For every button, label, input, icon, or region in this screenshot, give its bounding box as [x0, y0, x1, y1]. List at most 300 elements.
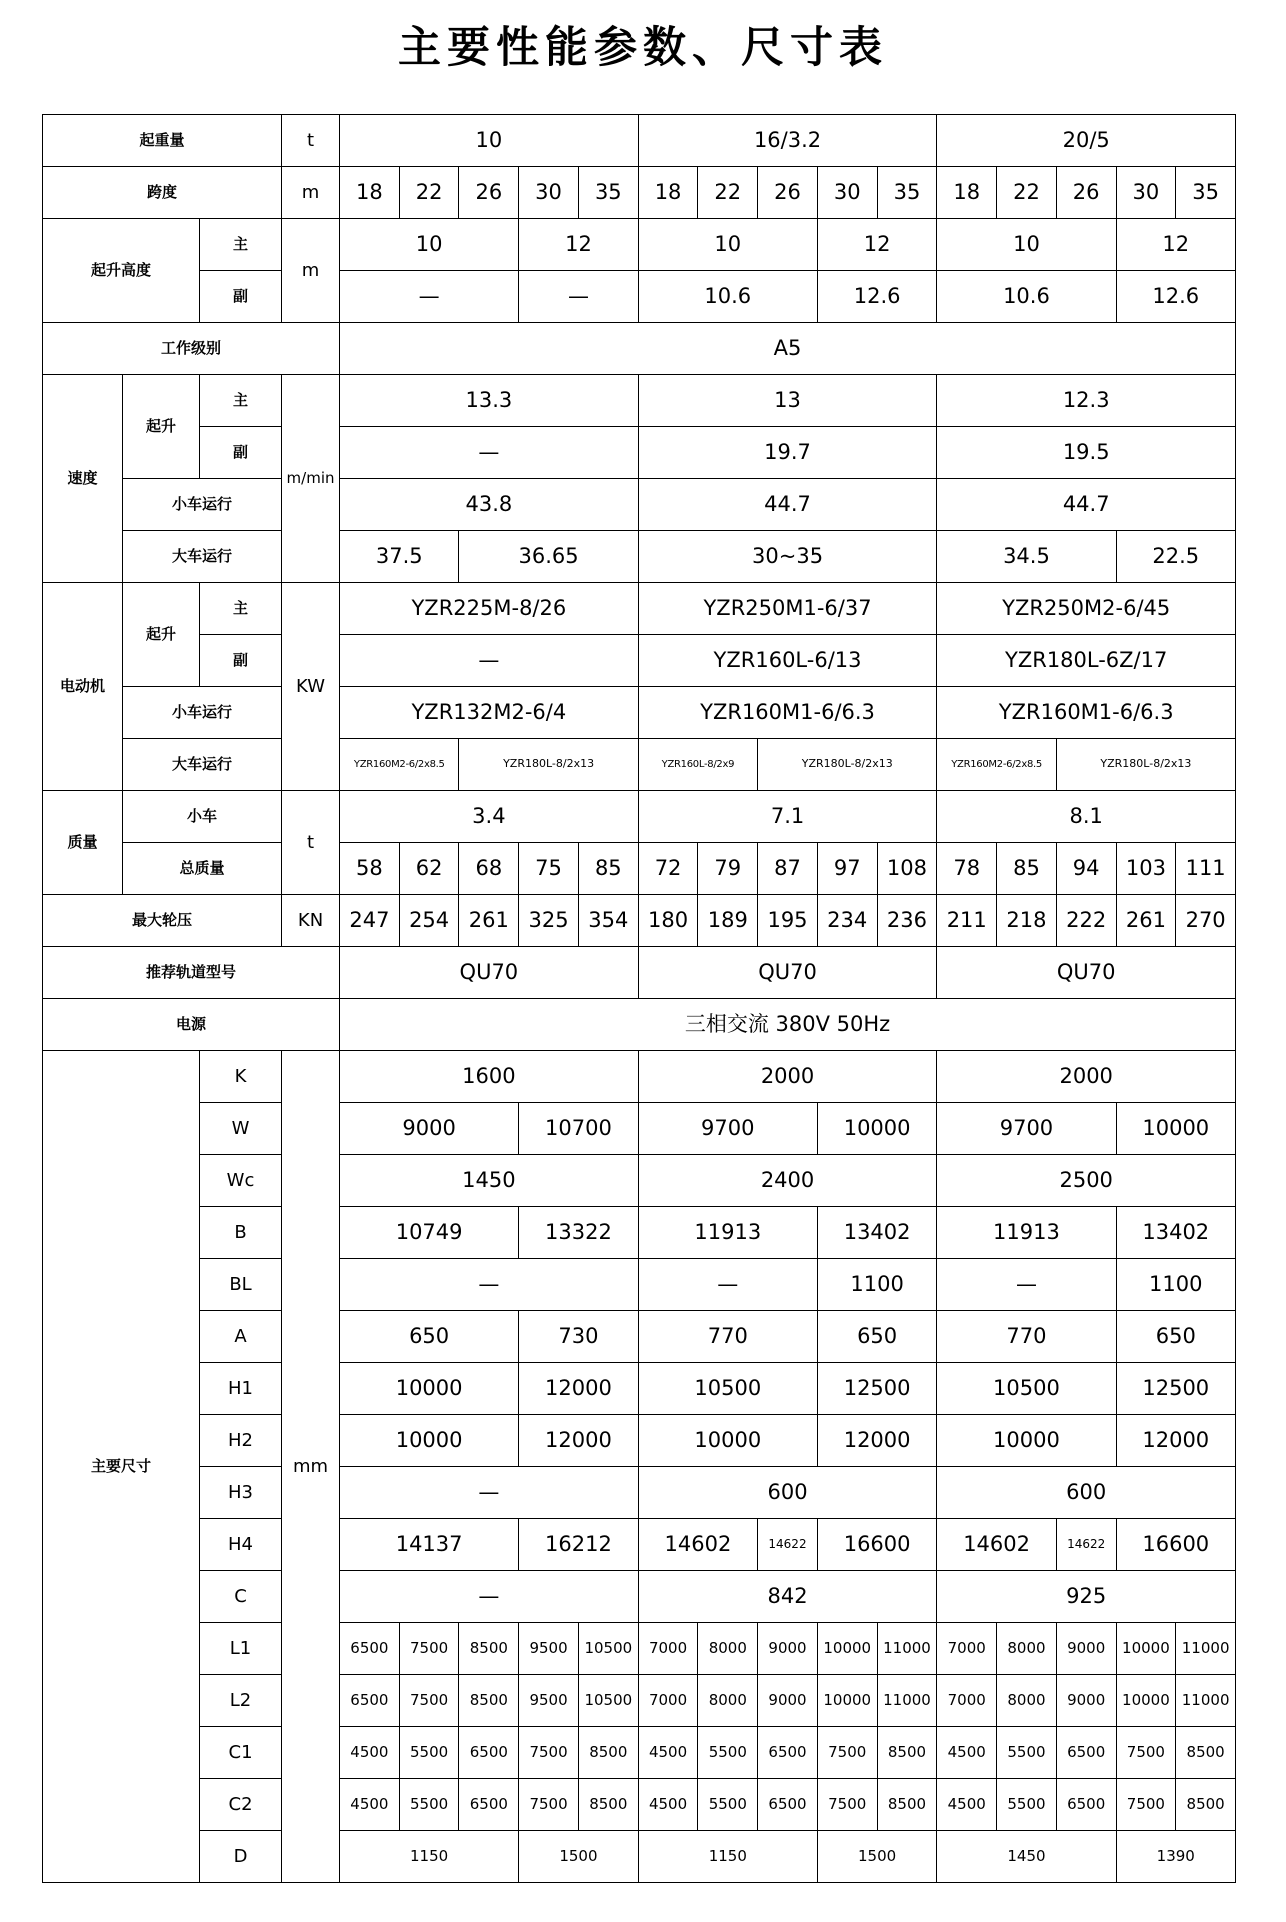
table-cell: C2 — [200, 1779, 282, 1831]
table-cell: 5500 — [399, 1779, 459, 1831]
table-cell: 主要尺寸 — [43, 1051, 200, 1883]
table-row — [43, 219, 1236, 271]
table-cell: BL — [200, 1259, 282, 1311]
table-cell: — — [937, 1259, 1116, 1311]
table-cell: 2000 — [937, 1051, 1236, 1103]
table-cell: 7500 — [519, 1727, 579, 1779]
table-cell: 600 — [638, 1467, 937, 1519]
table-cell: 大车运行 — [123, 739, 282, 791]
table-cell: 1390 — [1116, 1831, 1235, 1883]
table-cell: 189 — [698, 895, 758, 947]
table-cell: 75 — [519, 843, 579, 895]
table-cell: 12 — [519, 219, 639, 271]
table-row — [43, 531, 1236, 583]
table-cell: 7500 — [1116, 1779, 1176, 1831]
table-cell: 68 — [459, 843, 519, 895]
table-cell: 三相交流 380V 50Hz — [340, 999, 1236, 1051]
table-cell: YZR160L-8/2x9 — [638, 739, 757, 791]
table-cell: 小车运行 — [123, 479, 282, 531]
table-cell: 10749 — [340, 1207, 519, 1259]
table-cell: 14602 — [937, 1519, 1056, 1571]
table-cell: 10000 — [817, 1623, 877, 1675]
table-cell: — — [340, 1259, 639, 1311]
table-row — [43, 1207, 1236, 1259]
table-cell: — — [340, 1467, 639, 1519]
table-cell: m — [282, 167, 340, 219]
table-row — [43, 1103, 1236, 1155]
table-cell: 650 — [1116, 1311, 1235, 1363]
table-cell: 4500 — [937, 1779, 997, 1831]
table-cell: 26 — [758, 167, 818, 219]
table-cell: 10500 — [937, 1363, 1116, 1415]
table-cell: 10000 — [817, 1103, 937, 1155]
table-cell: 12.6 — [1116, 271, 1235, 323]
table-cell: 270 — [1176, 895, 1236, 947]
table-cell: 3.4 — [340, 791, 639, 843]
table-cell: C — [200, 1571, 282, 1623]
table-cell: 22 — [399, 167, 459, 219]
table-cell: 12 — [817, 219, 937, 271]
table-cell: 4500 — [638, 1727, 698, 1779]
table-cell: 起升高度 — [43, 219, 200, 323]
table-cell: 5500 — [399, 1727, 459, 1779]
table-cell: — — [638, 1259, 817, 1311]
table-cell: 7000 — [638, 1623, 698, 1675]
table-cell: 9000 — [758, 1675, 818, 1727]
table-cell: 8500 — [578, 1727, 638, 1779]
table-cell: 325 — [519, 895, 579, 947]
table-row — [43, 1571, 1236, 1623]
table-cell: A5 — [340, 323, 1236, 375]
table-cell: 副 — [200, 635, 282, 687]
table-cell: 10500 — [578, 1675, 638, 1727]
table-cell: 10000 — [937, 1415, 1116, 1467]
page-title: 主要性能参数、尺寸表 — [398, 23, 888, 73]
table-cell: 1500 — [817, 1831, 937, 1883]
table-cell: H4 — [200, 1519, 282, 1571]
table-cell: 36.65 — [459, 531, 638, 583]
table-cell: 1500 — [519, 1831, 639, 1883]
table-cell: 10700 — [519, 1103, 639, 1155]
table-cell: 770 — [638, 1311, 817, 1363]
table-row — [43, 1363, 1236, 1415]
table-cell: 11000 — [1176, 1675, 1236, 1727]
table-cell: 8500 — [578, 1779, 638, 1831]
table-row — [43, 1519, 1236, 1571]
table-cell: 26 — [459, 167, 519, 219]
table-cell: 1100 — [1116, 1259, 1235, 1311]
table-cell: 8500 — [1176, 1727, 1236, 1779]
table-cell: 大车运行 — [123, 531, 282, 583]
table-cell: 247 — [340, 895, 400, 947]
table-row — [43, 1727, 1236, 1779]
table-cell: 7500 — [399, 1675, 459, 1727]
table-cell: 7.1 — [638, 791, 937, 843]
table-cell: 7500 — [519, 1779, 579, 1831]
table-cell: YZR180L-8/2x13 — [459, 739, 638, 791]
table-cell: 9000 — [1056, 1623, 1116, 1675]
table-cell: mm — [282, 1051, 340, 1883]
table-row — [43, 479, 1236, 531]
table-cell: 总质量 — [123, 843, 282, 895]
table-row — [43, 1467, 1236, 1519]
table-cell: 18 — [340, 167, 400, 219]
table-cell: 35 — [1176, 167, 1236, 219]
table-cell: 78 — [937, 843, 997, 895]
table-cell: YZR225M-8/26 — [340, 583, 639, 635]
table-cell: 7500 — [817, 1727, 877, 1779]
table-cell: 30 — [817, 167, 877, 219]
table-row — [43, 1415, 1236, 1467]
table-cell: 650 — [817, 1311, 937, 1363]
table-cell: 111 — [1176, 843, 1236, 895]
table-cell: 8500 — [1176, 1779, 1236, 1831]
table-cell: 10 — [340, 219, 519, 271]
table-row — [43, 1155, 1236, 1207]
table-cell: — — [340, 635, 639, 687]
table-cell: 7000 — [937, 1623, 997, 1675]
table-cell: 58 — [340, 843, 400, 895]
table-cell: 103 — [1116, 843, 1176, 895]
table-cell: 电源 — [43, 999, 340, 1051]
table-cell: 8000 — [698, 1623, 758, 1675]
table-cell: YZR160M1-6/6.3 — [937, 687, 1236, 739]
table-row — [43, 1259, 1236, 1311]
table-cell: 11913 — [638, 1207, 817, 1259]
table-cell: 13 — [638, 375, 937, 427]
table-cell: — — [340, 1571, 639, 1623]
table-cell: 11000 — [877, 1675, 937, 1727]
table-cell: 5500 — [698, 1727, 758, 1779]
table-cell: YZR132M2-6/4 — [340, 687, 639, 739]
table-cell: 14622 — [758, 1519, 818, 1571]
table-cell: 8500 — [459, 1675, 519, 1727]
table-row — [43, 843, 1236, 895]
table-cell: 35 — [877, 167, 937, 219]
table-cell: 10000 — [340, 1415, 519, 1467]
table-cell: 11000 — [877, 1623, 937, 1675]
table-cell: QU70 — [638, 947, 937, 999]
table-cell: 13402 — [817, 1207, 937, 1259]
table-row — [43, 375, 1236, 427]
table-cell: H1 — [200, 1363, 282, 1415]
table-row — [43, 739, 1236, 791]
table-cell: 12000 — [1116, 1415, 1235, 1467]
table-cell: 16212 — [519, 1519, 639, 1571]
table-row — [43, 1779, 1236, 1831]
table-cell: 14602 — [638, 1519, 757, 1571]
table-cell: 电动机 — [43, 583, 123, 791]
table-cell: 730 — [519, 1311, 639, 1363]
table-cell: L1 — [200, 1623, 282, 1675]
table-row — [43, 271, 1236, 323]
table-row — [43, 1623, 1236, 1675]
table-cell: 8500 — [877, 1779, 937, 1831]
table-cell: 30~35 — [638, 531, 937, 583]
table-cell: W — [200, 1103, 282, 1155]
spec-table — [42, 114, 1236, 1883]
table-cell: 6500 — [340, 1675, 400, 1727]
table-row — [43, 999, 1236, 1051]
table-cell: 87 — [758, 843, 818, 895]
table-cell: 副 — [200, 271, 282, 323]
table-cell: 5500 — [997, 1779, 1057, 1831]
table-cell: 8500 — [459, 1623, 519, 1675]
table-cell: QU70 — [340, 947, 639, 999]
table-cell: 13322 — [519, 1207, 639, 1259]
table-cell: 261 — [459, 895, 519, 947]
table-cell: 质量 — [43, 791, 123, 895]
table-cell: 22 — [997, 167, 1057, 219]
table-cell: 97 — [817, 843, 877, 895]
table-row — [43, 1311, 1236, 1363]
table-cell: 30 — [1116, 167, 1176, 219]
table-cell: 925 — [937, 1571, 1236, 1623]
table-cell: 10000 — [1116, 1675, 1176, 1727]
table-cell: YZR180L-8/2x13 — [1056, 739, 1235, 791]
table-cell: B — [200, 1207, 282, 1259]
table-cell: 9000 — [340, 1103, 519, 1155]
table-cell: 1150 — [638, 1831, 817, 1883]
table-cell: 5500 — [997, 1727, 1057, 1779]
table-row — [43, 167, 1236, 219]
table-cell: K — [200, 1051, 282, 1103]
table-cell: YZR180L-8/2x13 — [758, 739, 937, 791]
table-cell: 12500 — [817, 1363, 937, 1415]
table-cell: 236 — [877, 895, 937, 947]
table-cell: YZR160M1-6/6.3 — [638, 687, 937, 739]
table-cell: 副 — [200, 427, 282, 479]
table-cell: 速度 — [43, 375, 123, 583]
table-cell: 600 — [937, 1467, 1236, 1519]
table-cell: YZR250M1-6/37 — [638, 583, 937, 635]
table-cell: 4500 — [937, 1727, 997, 1779]
table-cell: C1 — [200, 1727, 282, 1779]
table-cell: t — [282, 791, 340, 895]
table-cell: 12.3 — [937, 375, 1236, 427]
table-cell: YZR180L-6Z/17 — [937, 635, 1236, 687]
table-cell: 19.5 — [937, 427, 1236, 479]
table-cell: YZR160M2-6/2x8.5 — [937, 739, 1056, 791]
table-cell: 10000 — [817, 1675, 877, 1727]
table-cell: 12 — [1116, 219, 1235, 271]
table-cell: 起重量 — [43, 115, 282, 167]
table-cell: 254 — [399, 895, 459, 947]
table-cell: 18 — [937, 167, 997, 219]
table-row — [43, 323, 1236, 375]
table-row — [43, 427, 1236, 479]
table-cell: 94 — [1056, 843, 1116, 895]
table-cell: 10000 — [1116, 1103, 1235, 1155]
table-cell: 1150 — [340, 1831, 519, 1883]
table-cell: 43.8 — [340, 479, 639, 531]
table-cell: 650 — [340, 1311, 519, 1363]
table-row — [43, 947, 1236, 999]
table-cell: H3 — [200, 1467, 282, 1519]
table-row — [43, 635, 1236, 687]
table-cell: 4500 — [340, 1779, 400, 1831]
table-cell: 6500 — [758, 1727, 818, 1779]
table-cell: 10 — [340, 115, 639, 167]
table-cell: 35 — [578, 167, 638, 219]
table-cell: 13.3 — [340, 375, 639, 427]
table-cell: L2 — [200, 1675, 282, 1727]
table-cell: — — [340, 271, 519, 323]
table-row — [43, 791, 1236, 843]
table-cell: m — [282, 219, 340, 323]
table-cell: 9500 — [519, 1675, 579, 1727]
table-cell: 7500 — [817, 1779, 877, 1831]
table-cell: 6500 — [459, 1779, 519, 1831]
table-cell: 9000 — [1056, 1675, 1116, 1727]
table-cell: 44.7 — [937, 479, 1236, 531]
table-cell: 8000 — [997, 1675, 1057, 1727]
table-cell: 8000 — [997, 1623, 1057, 1675]
table-cell: KN — [282, 895, 340, 947]
table-cell: 261 — [1116, 895, 1176, 947]
table-cell: m/min — [282, 375, 340, 583]
table-cell: 195 — [758, 895, 818, 947]
table-cell: 842 — [638, 1571, 937, 1623]
table-cell: 354 — [578, 895, 638, 947]
table-cell: 4500 — [340, 1727, 400, 1779]
table-cell: 9700 — [937, 1103, 1116, 1155]
table-cell: 22.5 — [1116, 531, 1235, 583]
table-cell: 14137 — [340, 1519, 519, 1571]
table-cell: 1450 — [937, 1831, 1116, 1883]
table-cell: 主 — [200, 219, 282, 271]
table-cell: — — [519, 271, 639, 323]
table-cell: 26 — [1056, 167, 1116, 219]
table-row — [43, 1051, 1236, 1103]
table-cell: 6500 — [459, 1727, 519, 1779]
table-cell: D — [200, 1831, 282, 1883]
table-cell: 85 — [578, 843, 638, 895]
table-cell: 2000 — [638, 1051, 937, 1103]
table-cell: 30 — [519, 167, 579, 219]
table-cell: 10.6 — [937, 271, 1116, 323]
table-cell: 6500 — [1056, 1779, 1116, 1831]
table-cell: 180 — [638, 895, 698, 947]
table-cell: 推荐轨道型号 — [43, 947, 340, 999]
table-cell: 72 — [638, 843, 698, 895]
table-cell: 18 — [638, 167, 698, 219]
table-cell: 19.7 — [638, 427, 937, 479]
table-cell: 10500 — [638, 1363, 817, 1415]
table-cell: 7500 — [1116, 1727, 1176, 1779]
table-row — [43, 1831, 1236, 1883]
table-cell: 12000 — [519, 1415, 639, 1467]
table-cell: 14622 — [1056, 1519, 1116, 1571]
table-cell: 9700 — [638, 1103, 817, 1155]
table-cell: 1100 — [817, 1259, 937, 1311]
table-cell: H2 — [200, 1415, 282, 1467]
table-cell: 13402 — [1116, 1207, 1235, 1259]
table-cell: 2400 — [638, 1155, 937, 1207]
table-cell: 跨度 — [43, 167, 282, 219]
table-cell: 222 — [1056, 895, 1116, 947]
table-cell: QU70 — [937, 947, 1236, 999]
table-row — [43, 583, 1236, 635]
table-row — [43, 115, 1236, 167]
table-cell: 16600 — [1116, 1519, 1235, 1571]
table-cell: 10 — [638, 219, 817, 271]
table-cell: A — [200, 1311, 282, 1363]
table-cell: 6500 — [1056, 1727, 1116, 1779]
table-cell: 218 — [997, 895, 1057, 947]
table-cell: 小车运行 — [123, 687, 282, 739]
table-cell: 8000 — [698, 1675, 758, 1727]
table-cell: 最大轮压 — [43, 895, 282, 947]
table-cell: 起升 — [123, 375, 200, 479]
table-cell: 1450 — [340, 1155, 639, 1207]
table-cell: KW — [282, 583, 340, 791]
table-cell: 12000 — [519, 1363, 639, 1415]
table-cell: 小车 — [123, 791, 282, 843]
table-cell: 12500 — [1116, 1363, 1235, 1415]
table-cell: 主 — [200, 583, 282, 635]
table-cell: 起升 — [123, 583, 200, 687]
table-cell: 5500 — [698, 1779, 758, 1831]
table-cell: 主 — [200, 375, 282, 427]
table-cell: 4500 — [638, 1779, 698, 1831]
table-cell: 85 — [997, 843, 1057, 895]
table-cell: YZR160M2-6/2x8.5 — [340, 739, 459, 791]
table-cell: 8.1 — [937, 791, 1236, 843]
table-cell: — — [340, 427, 639, 479]
table-cell: 7500 — [399, 1623, 459, 1675]
table-cell: 34.5 — [937, 531, 1116, 583]
table-cell: 16/3.2 — [638, 115, 937, 167]
table-cell: 10500 — [578, 1623, 638, 1675]
table-cell: 9000 — [758, 1623, 818, 1675]
table-row — [43, 1675, 1236, 1727]
table-cell: 16600 — [817, 1519, 937, 1571]
table-cell: 9500 — [519, 1623, 579, 1675]
table-cell: 10000 — [1116, 1623, 1176, 1675]
table-cell: 10000 — [638, 1415, 817, 1467]
table-row — [43, 687, 1236, 739]
table-cell: 211 — [937, 895, 997, 947]
table-row — [43, 895, 1236, 947]
table-cell: 7000 — [937, 1675, 997, 1727]
table-cell: 44.7 — [638, 479, 937, 531]
table-cell: YZR160L-6/13 — [638, 635, 937, 687]
table-cell: Wc — [200, 1155, 282, 1207]
table-cell: 6500 — [758, 1779, 818, 1831]
table-cell: 12.6 — [817, 271, 937, 323]
table-cell: 234 — [817, 895, 877, 947]
table-cell: t — [282, 115, 340, 167]
table-cell: 12000 — [817, 1415, 937, 1467]
table-cell: 10000 — [340, 1363, 519, 1415]
table-cell: 22 — [698, 167, 758, 219]
table-cell: 37.5 — [340, 531, 459, 583]
table-cell: 108 — [877, 843, 937, 895]
table-cell: 8500 — [877, 1727, 937, 1779]
table-cell: 11913 — [937, 1207, 1116, 1259]
table-cell: 2500 — [937, 1155, 1236, 1207]
table-cell: YZR250M2-6/45 — [937, 583, 1236, 635]
table-cell: 11000 — [1176, 1623, 1236, 1675]
table-cell: 6500 — [340, 1623, 400, 1675]
table-cell: 770 — [937, 1311, 1116, 1363]
table-cell: 7000 — [638, 1675, 698, 1727]
table-cell: 1600 — [340, 1051, 639, 1103]
table-cell: 10.6 — [638, 271, 817, 323]
spec-table-body — [43, 115, 1236, 1883]
table-cell: 10 — [937, 219, 1116, 271]
